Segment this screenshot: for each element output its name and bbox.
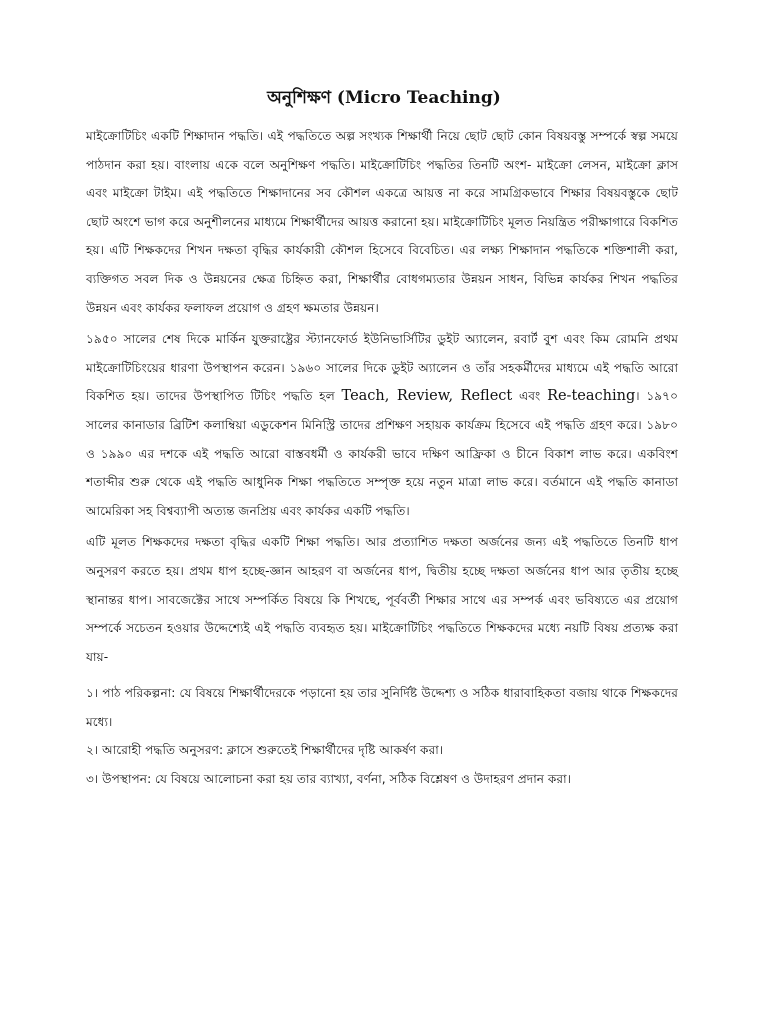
paragraph-history xyxy=(86,325,678,525)
list-item: ৩। উপস্থাপন: যে বিষয়ে আলোচনা করা হয় তার ব্যাখ্যা, বর্ণনা, সঠিক বিশ্লেষণ ও উদাহরণ প্রদান করা। xyxy=(86,772,572,787)
document-body xyxy=(86,122,678,794)
paragraph-history-text-a: ১৯৫০ সালের শেষ দিকে মার্কিন যুক্তরাষ্ট্রের স্ট্যানফোর্ড ইউনিভার্সিটির ডুইট অ্যালেন, রবার্ট বুশ এবং কিম রোমনি প্রথম মাইক্রোটিচিংয়ের ধারণা উপস্থাপন করেন। ১৯৬০ সালের দিকে ডুইট অ্যালেন ও তাঁর সহকর্মীদের মাধ্যমে এই পদ্ধতি আরো বিকশিত হয়। তাদের উপস্থাপিত টিচিং পদ্ধতি হল xyxy=(86,332,678,404)
list-item: ১। পাঠ পরিকল্পনা: যে বিষয়ে শিক্ষার্থীদেরকে পড়ানো হয় তার সুনির্দিষ্ট উদ্দেশ্য ও সঠিক ধারাবাহিকতা বজায় থাকে শিক্ষকদের মধ্যে। xyxy=(86,686,678,729)
paragraph-intro: মাইক্রোটিচিং একটি শিক্ষাদান পদ্ধতি। এই পদ্ধতিতে অল্প সংখ্যক শিক্ষার্থী নিয়ে ছোট ছোট কোন বিষয়বস্তু সম্পর্কে স্বল্প সময়ে পাঠদান করা হয়। বাংলায় একে বলে অনুশিক্ষণ পদ্ধতি। মাইক্রোটিচিং পদ্ধতির তিনটি অংশ- মাইক্রো লেসন, মাইক্রো ক্লাস এবং মাইক্রো টাইম। এই পদ্ধতিতে শিক্ষাদানের সব কৌশল একত্রে আয়ত্ত না করে সামগ্রিকভাবে শিক্ষার বিষয়বস্তুকে ছোট ছোট অংশে ভাগ করে অনুশীলনের মাধ্যমে শিক্ষার্থীদের আয়ত্ত করানো হয়। মাইক্রোটিচিং মূলত নিয়ন্ত্রিত পরীক্ষাগারে বিকশিত হয়। এটি শিক্ষকদের শিখন দক্ষতা বৃদ্ধির কার্যকারী কৌশল হিসেবে বিবেচিত। এর লক্ষ্য শিক্ষাদান পদ্ধতিকে শক্তিশালী করা, ব্যক্তিগত সবল দিক ও উন্নয়নের ক্ষেত্র চিহ্নিত করা, শিক্ষার্থীর বোধগম্যতার উন্নয়ন সাধন, বিভিন্ন কার্যকর শিখন পদ্ধতির উন্নয়ন এবং কার্যকর ফলাফল প্রয়োগ ও গ্রহণ ক্ষমতার উন্নয়ন। xyxy=(86,129,678,315)
document-title: অনুশিক্ষণ (Micro Teaching) xyxy=(267,88,501,108)
paragraph-history-conjunction: এবং xyxy=(519,389,541,404)
paragraph-history-text-b: । ১৯৭০ সালের কানাডার ব্রিটিশ কলাম্বিয়া এডুকেশন মিনিস্ট্রি তাদের প্রশিক্ষণ সহায়ক কার্যক্রম হিসেবে এই পদ্ধতি গ্রহণ করে। ১৯৮০ ও ১৯৯০ এর দশকে এই পদ্ধতি আরো বাস্তবধর্মী ও কার্যকরী ভাবে দক্ষিণ আফ্রিকা ও চীনে বিকাশ লাভ করে। একবিংশ শতাব্দীর শুরু থেকে এই পদ্ধতি আধুনিক শিক্ষা পদ্ধতিতে সম্পৃক্ত হয়ে নতুন মাত্রা লাভ করে। বর্তমানে এই পদ্ধতি কানাডা আমেরিকা সহ বিশ্বব্যাপী অত্যন্ত জনপ্রিয় এবং কার্যকর একটি পদ্ধতি। xyxy=(86,389,679,518)
teaching-steps-term: Teach, Review, Reflect xyxy=(341,388,513,405)
paragraph-method: এটি মূলত শিক্ষকদের দক্ষতা বৃদ্ধির একটি শিক্ষা পদ্ধতি। আর প্রত্যাশিত দক্ষতা অর্জনের জন্য এই পদ্ধতিতে তিনটি ধাপ অনুসরণ করতে হয়। প্রথম ধাপ হচ্ছে-জ্ঞান আহরণ বা অর্জনের ধাপ, দ্বিতীয় হচ্ছে দক্ষতা অর্জনের ধাপ আর তৃতীয় হচ্ছে স্থানান্তর ধাপ। সাবজেক্টের সাথে সম্পর্কিত বিষয়ে কি শিখছে, পূর্ববর্তী শিক্ষার সাথে এর সম্পর্ক এবং ভবিষ্যতে এর প্রয়োগ সম্পর্কে সচেতন হওয়ার উদ্দেশ্যেই এই পদ্ধতি ব্যবহৃত হয়। মাইক্রোটিচিং পদ্ধতিতে শিক্ষকদের মধ্যে নয়টি বিষয় প্রত্যক্ষ করা যায়- xyxy=(86,535,678,664)
reteaching-term: Re-teaching xyxy=(547,388,636,405)
list-item: ২। আরোহী পদ্ধতি অনুসরণ: ক্লাসে শুরুতেই শিক্ষার্থীদের দৃষ্টি আকর্ষণ করা। xyxy=(86,743,444,758)
